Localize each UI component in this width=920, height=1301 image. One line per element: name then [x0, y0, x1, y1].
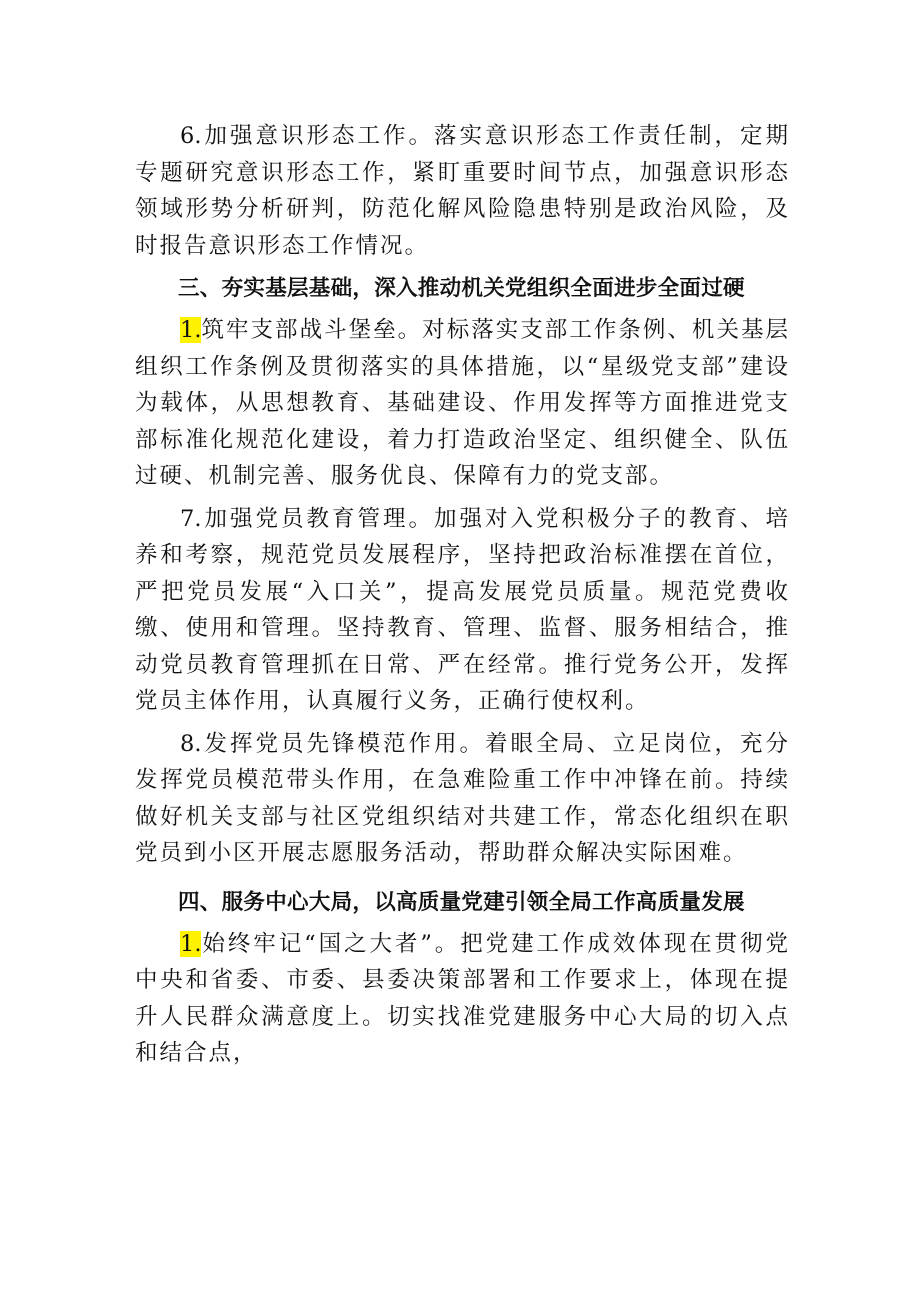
- section-heading-3: 三、夯实基层基础，深入推动机关党组织全面进步全面过硬: [178, 276, 745, 301]
- document-body: [135, 118, 790, 1078]
- item-number: 6: [180, 123, 195, 149]
- item-number: 8: [180, 730, 195, 757]
- highlighted-item-number: 1.: [180, 930, 202, 957]
- paragraph-text: .加强党员教育管理。加强对入党积极分子的教育、培养和考察，规范党员发展程序，坚持把政治标准摆在首位，严把党员发展“入口关”，提高发展党员质量。规范党费收缴、使用和管理。坚持教育、管理、监督、服务相结合，推动党员教育管理抓在日常、严在经常。推行党务公开，发挥党员主体作用，认真履行义务，正确行使权利。: [135, 505, 790, 714]
- paragraph-8: [135, 726, 790, 872]
- paragraph-6: [135, 118, 790, 264]
- section-heading-4: 四、服务中心大局，以高质量党建引领全局工作高质量发展: [178, 889, 745, 915]
- paragraph-text: 始终牢记“国之大者”。把党建工作成效体现在贯彻党中央和省委、市委、县委决策部署和工作要求上，体现在提升人民群众满意度上。切实找准党建服务中心大局的切入点和结合点，: [135, 930, 790, 1066]
- paragraph-text: .加强意识形态工作。落实意识形态工作责任制，定期专题研究意识形态工作，紧盯重要时间节点，加强意识形态领域形势分析研判，防范化解风险隐患特别是政治风险，及时报告意识形态工作情况。: [135, 123, 790, 259]
- paragraph-3-1: [135, 312, 790, 495]
- item-number: 7: [180, 505, 195, 532]
- paragraph-text: 筑牢支部战斗堡垒。对标落实支部工作条例、机关基层组织工作条例及贯彻落实的具体措施，以“星级党支部”建设为载体，从思想教育、基础建设、作用发挥等方面推进党支部标准化规范化建设，着力打造政治坚定、组织健全、队伍过硬、机制完善、服务优良、保障有力的党支部。: [135, 317, 790, 489]
- paragraph-7: [135, 501, 790, 720]
- paragraph-4-1: [135, 926, 790, 1072]
- highlighted-item-number: 1.: [180, 317, 202, 343]
- paragraph-text: .发挥党员先锋模范作用。着眼全局、立足岗位，充分发挥党员模范带头作用，在急难险重工作中冲锋在前。持续做好机关支部与社区党组织结对共建工作，常态化组织在职党员到小区开展志愿服务活动，帮助群众解决实际困难。: [135, 730, 790, 866]
